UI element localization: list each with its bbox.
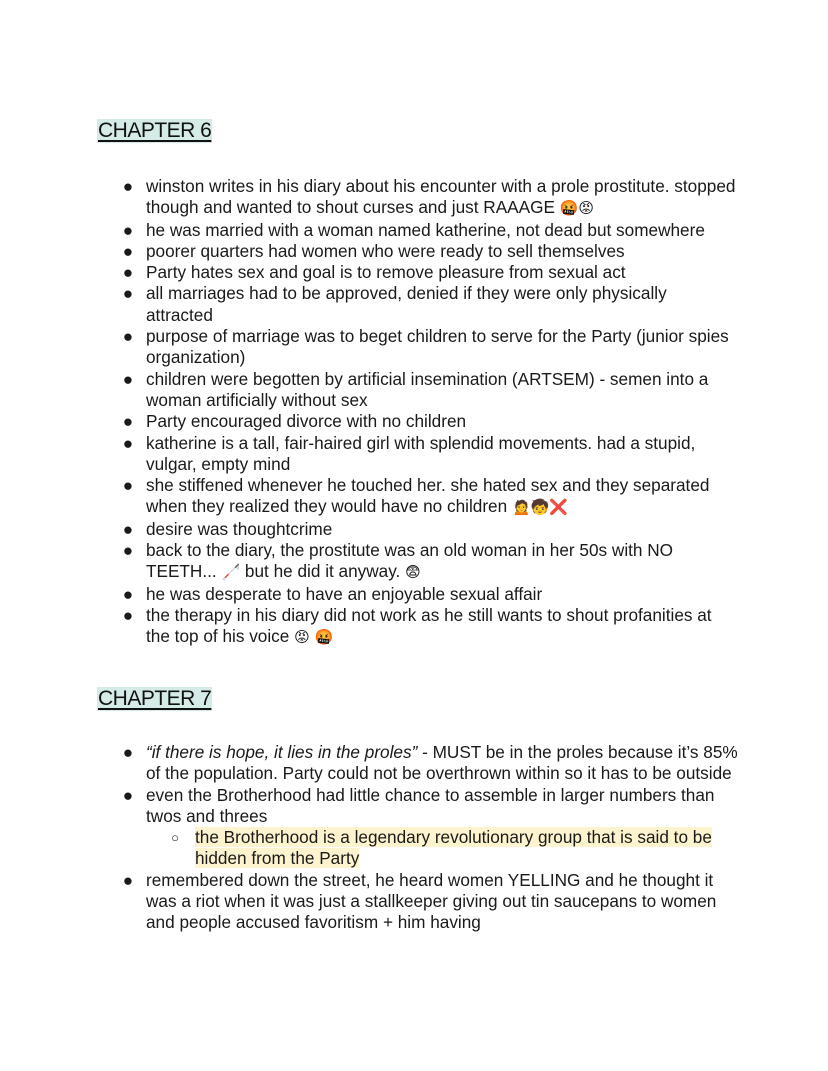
bullet-icon: ● [122, 869, 134, 890]
bullet-icon: ● [122, 742, 134, 762]
bullet-icon: ● [122, 583, 134, 604]
highlighted-text: the Brotherhood is a legendary revolutionary group that is said to be hidden from the Party [195, 827, 712, 869]
list-item: ● Party hates sex and goal is to remove pleasure from sexual act [122, 262, 626, 283]
list-item: ● purpose of marriage was to beget children to serve for the Party (junior spies organization) [122, 326, 729, 368]
bullet-icon: ● [122, 176, 134, 196]
list-item: ● she stiffened whenever he touched her. she hated sex and they separated when they realized they would have no children 🙍🧒❌ [122, 475, 710, 517]
list-item: ● the therapy in his diary did not work as he still wants to shout profanities at the top of his voice 😡 🤬 [122, 604, 712, 647]
list-item: ● katherine is a tall, fair-haired girl with splendid movements. had a stupid, vulgar, empty mind [122, 432, 696, 474]
bullet-icon: ● [122, 368, 134, 389]
sub-list-item [0, 827, 828, 870]
quote-text: “if there is hope, it lies in the proles” [146, 742, 418, 762]
list-item: ● even the Brotherhood had little chance to assemble in larger numbers than twos and threes [122, 784, 715, 826]
list-item: ● he was married with a woman named katherine, not dead but somewhere [122, 219, 705, 240]
list-item: ● Party encouraged divorce with no children [122, 411, 467, 432]
angry-emoji-icon: 😡 🤬 [294, 628, 334, 647]
person-child-cross-emoji-icon: 🙍🧒❌ [511, 498, 568, 517]
list-item: ● desire was thoughtcrime [122, 518, 333, 539]
bullet-icon: ● [122, 518, 134, 539]
bullet-icon: ● [122, 411, 134, 432]
fearful-face-emoji-icon: 😨 [405, 563, 421, 582]
list-item: ● children were begotten by artificial insemination (ARTSEM) - semen into a woman artificially without sex [122, 368, 709, 410]
list-item: ● “if there is hope, it lies in the proles” - MUST be in the proles because it’s 85% of the population. Party could not be overthrown within so it has to be outside [122, 742, 738, 784]
bullet-icon: ● [122, 540, 134, 561]
bullet-icon: ● [122, 326, 134, 347]
bullet-icon: ● [122, 240, 134, 261]
list-item: ● remembered down the street, he heard women YELLING and he thought it was a riot when it was just a stallkeeper giving out tin saucepans to women and people accused favoritism + him having [122, 869, 717, 933]
bullet-icon: ● [122, 784, 134, 805]
bullet-icon: ● [122, 219, 134, 240]
chapter-7-heading: CHAPTER 7 [98, 687, 212, 710]
bullet-icon: ● [122, 262, 134, 283]
bullet-icon: ● [122, 475, 134, 496]
cane-emoji-icon: 🦯 [221, 563, 241, 582]
bullet-icon: ● [122, 283, 134, 304]
bullet-icon: ● [122, 604, 134, 625]
hollow-bullet-icon: ○ [171, 830, 179, 846]
chapter-7-notes-list [0, 742, 828, 934]
list-item: ● back to the diary, the prostitute was an old woman in her 50s with NO TEETH... 🦯 but he did it anyway. 😨 [122, 540, 674, 582]
list-item: ● poorer quarters had women who were ready to sell themselves [122, 240, 625, 261]
chapter-6-notes-list [0, 176, 828, 649]
list-item: ● all marriages had to be approved, denied if they were only physically attracted [122, 283, 667, 325]
list-item: ● he was desperate to have an enjoyable sexual affair [122, 583, 543, 604]
chapter-6-heading: CHAPTER 6 [98, 119, 212, 142]
list-item: ● winston writes in his diary about his encounter with a prole prostitute. stopped though and wanted to shout curses and just RAAAGE 🤬😡 [122, 176, 736, 218]
angry-emoji-icon: 🤬😡 [559, 199, 595, 218]
bullet-icon: ● [122, 432, 134, 453]
